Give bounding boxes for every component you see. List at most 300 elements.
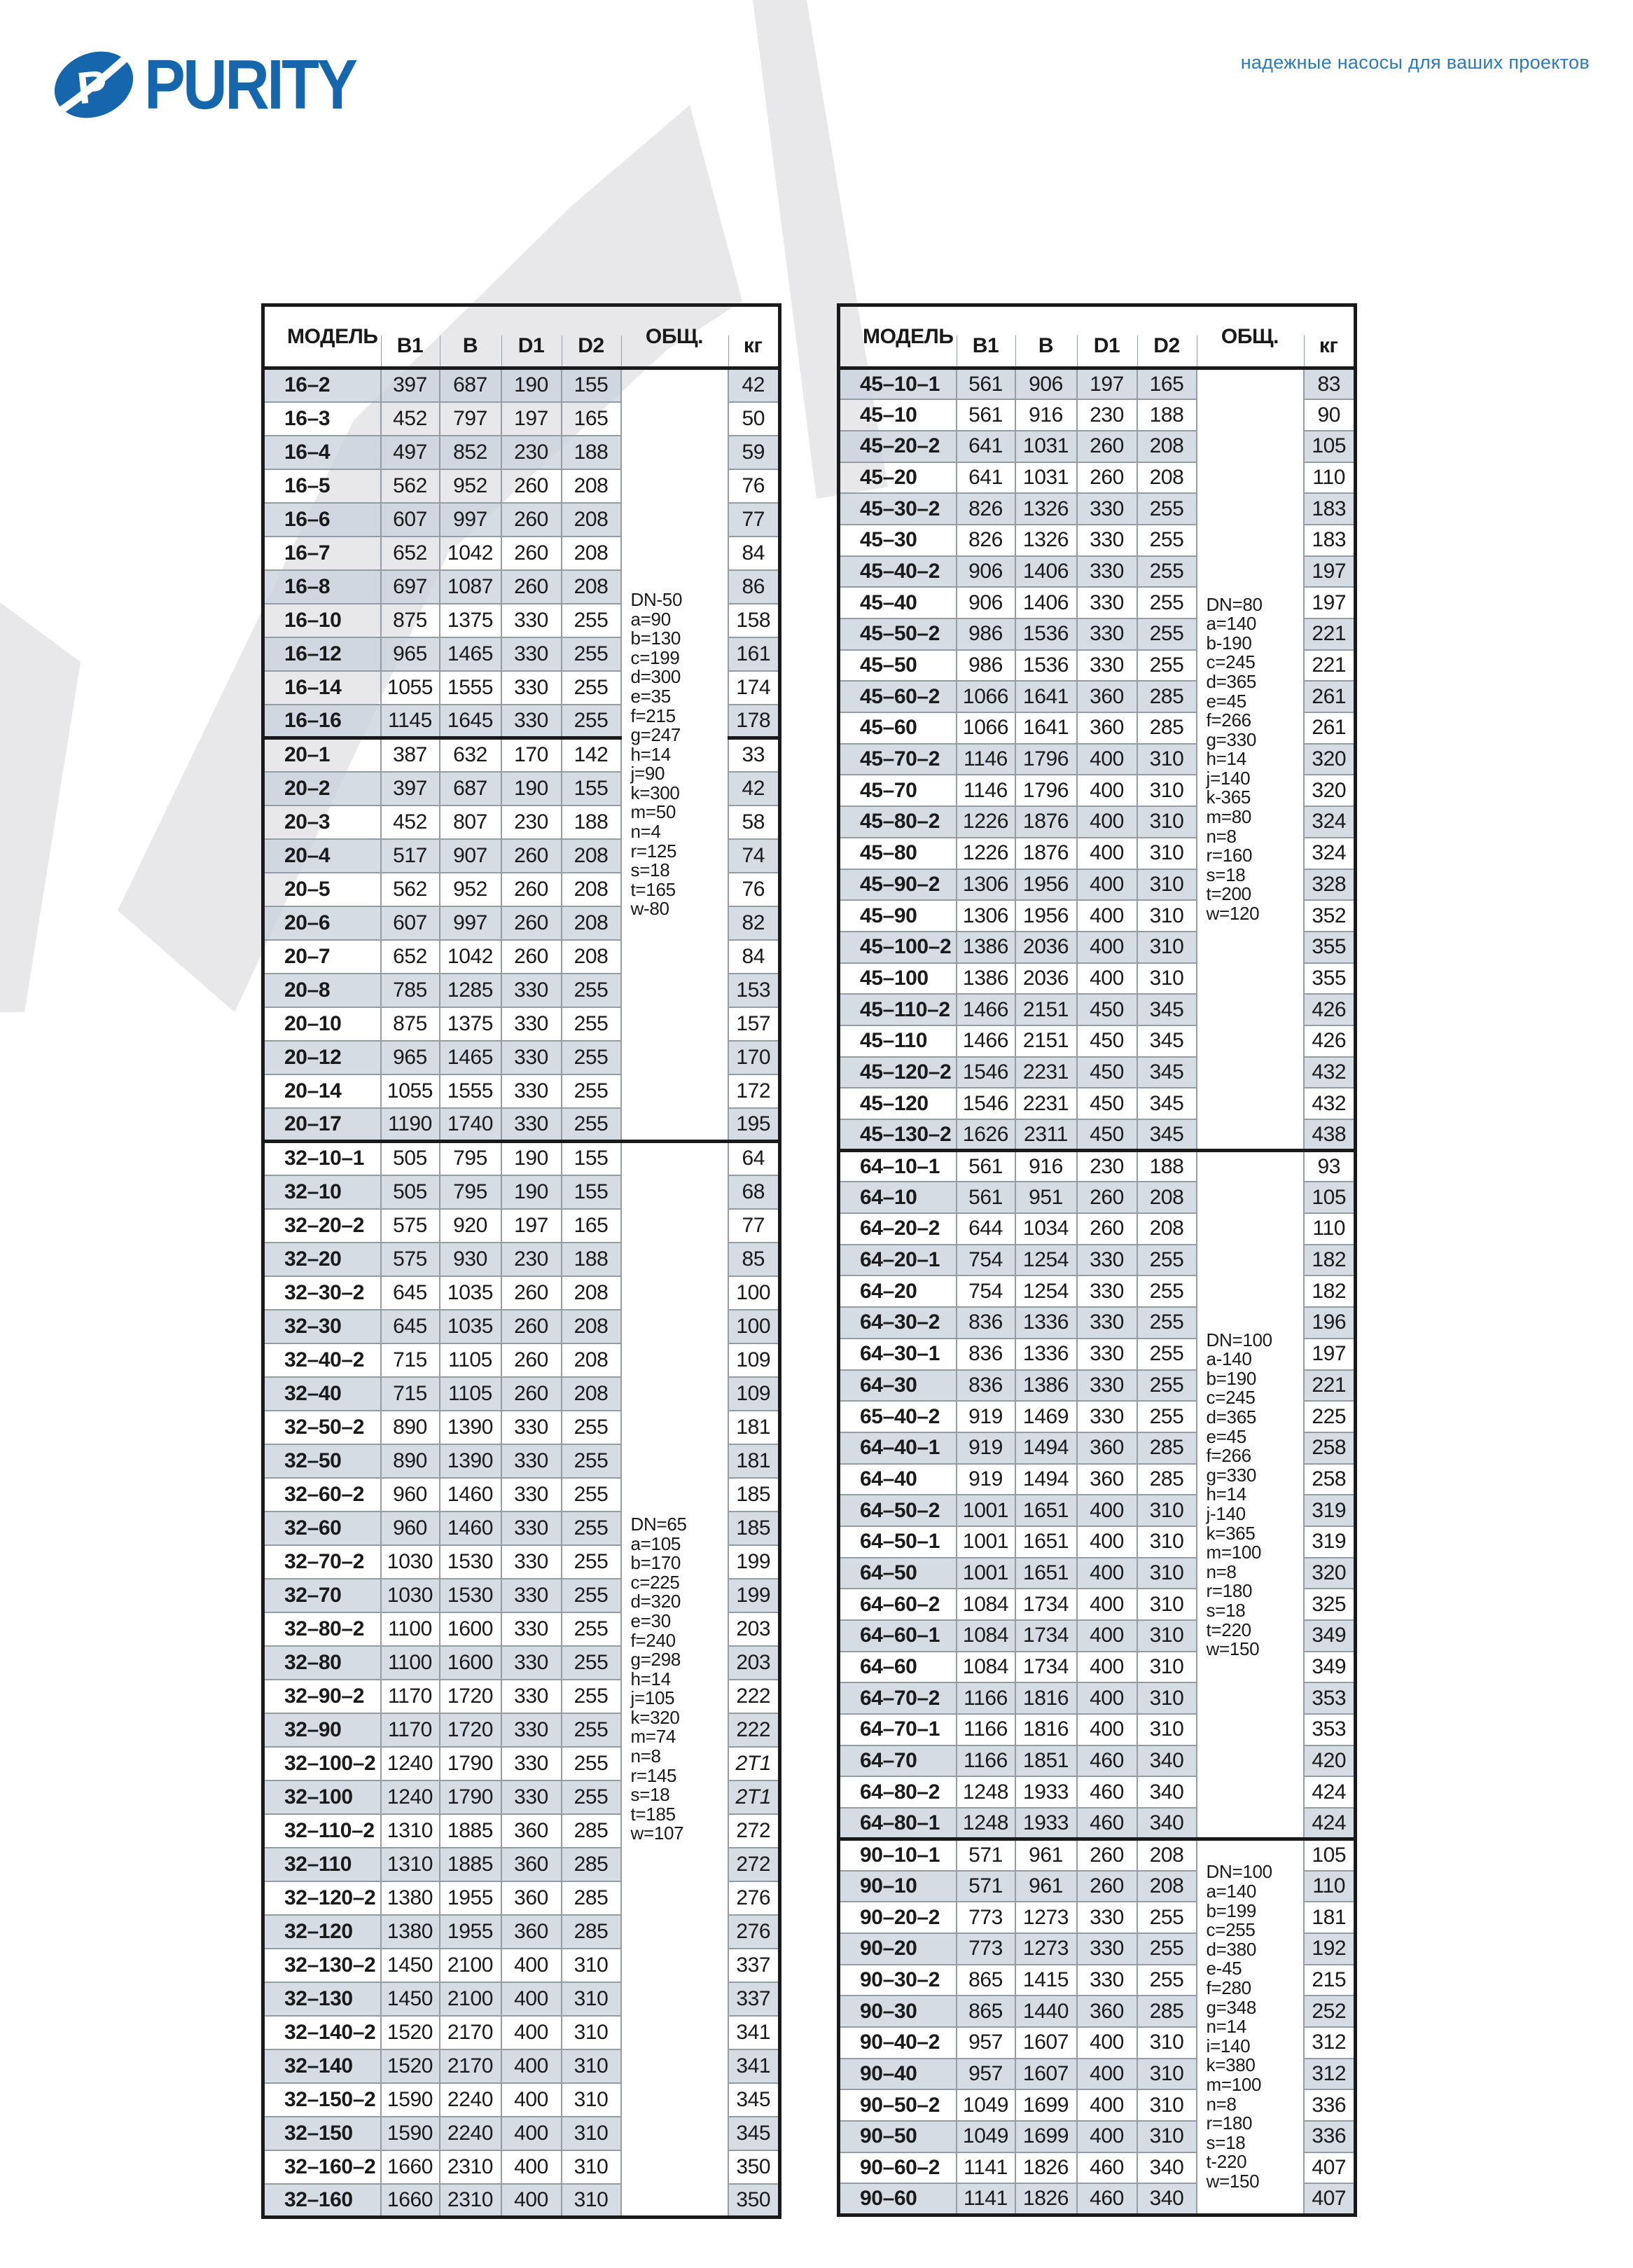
kg-cell: 110 xyxy=(1304,1871,1356,1902)
dim-cell: 1600 xyxy=(440,1612,501,1646)
dim-cell: 310 xyxy=(1137,869,1197,901)
dim-cell: 1851 xyxy=(1015,1745,1077,1777)
kg-cell: 199 xyxy=(728,1579,780,1612)
model-cell: 16–10 xyxy=(263,604,381,637)
dim-cell: 1494 xyxy=(1015,1432,1077,1464)
dim-cell: 260 xyxy=(501,1377,562,1411)
kg-cell: 174 xyxy=(728,671,780,705)
model-cell: 32–150 xyxy=(263,2117,381,2150)
kg-cell: 272 xyxy=(728,1814,780,1848)
dim-cell: 1796 xyxy=(1015,744,1077,775)
dim-cell: 1734 xyxy=(1015,1620,1077,1652)
dim-cell: 400 xyxy=(1077,2027,1137,2059)
dim-cell: 645 xyxy=(381,1310,440,1343)
dim-cell: 1066 xyxy=(957,681,1015,712)
dim-cell: 1248 xyxy=(957,1776,1015,1808)
kg-cell: 221 xyxy=(1304,650,1356,682)
dim-cell: 230 xyxy=(501,436,562,469)
dim-cell: 561 xyxy=(957,1151,1015,1182)
dim-cell: 208 xyxy=(562,570,621,604)
dim-cell: 1590 xyxy=(381,2117,440,2150)
dim-cell: 1141 xyxy=(957,2152,1015,2184)
dim-cell: 310 xyxy=(1137,1558,1197,1589)
kg-cell: 324 xyxy=(1304,838,1356,869)
dim-cell: 255 xyxy=(562,1444,621,1478)
dim-cell: 208 xyxy=(562,1310,621,1343)
dim-cell: 1460 xyxy=(440,1512,501,1545)
dim-cell: 450 xyxy=(1077,1025,1137,1057)
dim-cell: 960 xyxy=(381,1512,440,1545)
dim-cell: 2170 xyxy=(440,2049,501,2083)
dim-cell: 255 xyxy=(1137,1401,1197,1432)
dim-cell: 330 xyxy=(501,671,562,705)
dim-cell: 450 xyxy=(1077,1088,1137,1119)
dim-cell: 330 xyxy=(501,705,562,738)
dim-cell: 330 xyxy=(1077,1965,1137,1996)
model-cell: 32–110 xyxy=(263,1848,381,1881)
dim-cell: 230 xyxy=(501,1243,562,1276)
dim-cell: 1146 xyxy=(957,744,1015,775)
dim-cell: 2231 xyxy=(1015,1088,1077,1119)
dim-cell: 255 xyxy=(562,1074,621,1108)
dim-cell: 397 xyxy=(381,368,440,402)
dim-cell: 1607 xyxy=(1015,2059,1077,2090)
dim-cell: 400 xyxy=(1077,963,1137,995)
kg-cell: 258 xyxy=(1304,1464,1356,1495)
dim-cell: 452 xyxy=(381,805,440,839)
dim-cell: 1816 xyxy=(1015,1682,1077,1714)
model-cell: 64–60 xyxy=(839,1652,957,1683)
dim-cell: 1375 xyxy=(440,604,501,637)
dim-cell: 360 xyxy=(501,1915,562,1949)
dim-cell: 310 xyxy=(562,2150,621,2184)
model-cell: 20–7 xyxy=(263,940,381,974)
dim-cell: 1170 xyxy=(381,1713,440,1747)
model-cell: 20–8 xyxy=(263,974,381,1007)
kg-cell: 276 xyxy=(728,1915,780,1949)
dim-cell: 330 xyxy=(1077,493,1137,525)
dim-cell: 400 xyxy=(501,2117,562,2150)
kg-cell: 195 xyxy=(728,1108,780,1142)
dims-note-cell: DN=65 a=105 b=170 c=225 d=320 e=30 f=240 g=298 h=14 j=105 k=320 m=74 n=8 r=145 s=18 t=185 w=107 xyxy=(621,1142,728,2218)
dim-cell: 400 xyxy=(1077,932,1137,963)
kg-cell: 2T1 xyxy=(728,1780,780,1814)
kg-cell: 252 xyxy=(1304,1996,1356,2027)
dim-cell: 197 xyxy=(1077,368,1137,400)
dim-cell: 230 xyxy=(1077,1151,1137,1182)
dim-cell: 330 xyxy=(1077,1307,1137,1339)
dim-cell: 1660 xyxy=(381,2150,440,2184)
model-cell: 64–10 xyxy=(839,1182,957,1213)
dim-cell: 1190 xyxy=(381,1108,440,1142)
dim-cell: 1100 xyxy=(381,1612,440,1646)
dim-cell: 260 xyxy=(501,1276,562,1310)
model-cell: 45–10–1 xyxy=(839,368,957,400)
model-cell: 90–50 xyxy=(839,2121,957,2152)
model-cell: 32–160 xyxy=(263,2184,381,2218)
dim-cell: 1001 xyxy=(957,1495,1015,1526)
col-header-d2: D2 xyxy=(562,305,621,368)
dim-cell: 165 xyxy=(562,1209,621,1243)
kg-cell: 426 xyxy=(1304,1025,1356,1057)
dim-cell: 340 xyxy=(1137,1745,1197,1777)
kg-cell: 86 xyxy=(728,570,780,604)
dim-cell: 1310 xyxy=(381,1814,440,1848)
kg-cell: 222 xyxy=(728,1713,780,1747)
dim-cell: 1740 xyxy=(440,1108,501,1142)
kg-cell: 90 xyxy=(1304,399,1356,431)
dim-cell: 1084 xyxy=(957,1620,1015,1652)
dim-cell: 255 xyxy=(562,1108,621,1142)
model-cell: 32–100 xyxy=(263,1780,381,1814)
model-cell: 64–80–2 xyxy=(839,1776,957,1808)
model-cell: 90–40 xyxy=(839,2059,957,2090)
dim-cell: 1386 xyxy=(957,932,1015,963)
dim-cell: 310 xyxy=(1137,963,1197,995)
kg-cell: 76 xyxy=(728,873,780,906)
dim-cell: 965 xyxy=(381,637,440,671)
kg-cell: 225 xyxy=(1304,1401,1356,1432)
dim-cell: 230 xyxy=(1077,399,1137,431)
dim-cell: 260 xyxy=(501,906,562,940)
kg-cell: 272 xyxy=(728,1848,780,1881)
dim-cell: 208 xyxy=(1137,1213,1197,1245)
model-cell: 32–50–2 xyxy=(263,1411,381,1444)
dim-cell: 1555 xyxy=(440,1074,501,1108)
model-cell: 45–110–2 xyxy=(839,994,957,1025)
dim-cell: 1336 xyxy=(1015,1339,1077,1370)
kg-cell: 42 xyxy=(728,772,780,805)
dim-cell: 1796 xyxy=(1015,775,1077,806)
dim-cell: 607 xyxy=(381,906,440,940)
kg-cell: 181 xyxy=(728,1444,780,1478)
dim-cell: 1326 xyxy=(1015,493,1077,525)
model-cell: 64–70 xyxy=(839,1745,957,1777)
dim-cell: 1885 xyxy=(440,1814,501,1848)
dim-cell: 561 xyxy=(957,399,1015,431)
dim-cell: 310 xyxy=(1137,1526,1197,1558)
kg-cell: 192 xyxy=(1304,1933,1356,1965)
kg-cell: 353 xyxy=(1304,1682,1356,1714)
dim-cell: 1651 xyxy=(1015,1526,1077,1558)
dim-cell: 826 xyxy=(957,525,1015,556)
dim-cell: 255 xyxy=(1137,1307,1197,1339)
dim-cell: 208 xyxy=(1137,1871,1197,1902)
kg-cell: 64 xyxy=(728,1142,780,1175)
kg-cell: 183 xyxy=(1304,493,1356,525)
dim-cell: 1956 xyxy=(1015,869,1077,901)
dim-cell: 1030 xyxy=(381,1579,440,1612)
dim-cell: 785 xyxy=(381,974,440,1007)
model-cell: 90–60 xyxy=(839,2183,957,2215)
dim-cell: 400 xyxy=(1077,900,1137,932)
dim-cell: 310 xyxy=(1137,2027,1197,2059)
dim-cell: 400 xyxy=(1077,1620,1137,1652)
model-cell: 20–10 xyxy=(263,1007,381,1041)
dim-cell: 1084 xyxy=(957,1589,1015,1620)
model-cell: 64–30 xyxy=(839,1370,957,1402)
kg-cell: 203 xyxy=(728,1646,780,1680)
dim-cell: 400 xyxy=(1077,2059,1137,2090)
purity-logo-icon xyxy=(49,46,141,123)
kg-cell: 170 xyxy=(728,1041,780,1074)
dim-cell: 1031 xyxy=(1015,462,1077,494)
dim-cell: 1460 xyxy=(440,1478,501,1512)
dim-cell: 1469 xyxy=(1015,1401,1077,1432)
dims-note-cell: DN-50 a=90 b=130 c=199 d=300 e=35 f=215 g=247 h=14 j=90 k=300 m=50 n=4 r=125 s=18 t=165 w-80 xyxy=(621,368,728,1142)
dim-cell: 1100 xyxy=(381,1646,440,1680)
model-cell: 32–60 xyxy=(263,1512,381,1545)
kg-cell: 76 xyxy=(728,469,780,503)
kg-cell: 82 xyxy=(728,906,780,940)
kg-cell: 276 xyxy=(728,1881,780,1915)
dim-cell: 754 xyxy=(957,1275,1015,1307)
dim-cell: 330 xyxy=(1077,650,1137,682)
kg-cell: 153 xyxy=(728,974,780,1007)
model-cell: 64–30–2 xyxy=(839,1307,957,1339)
model-cell: 45–100 xyxy=(839,963,957,995)
dim-cell: 330 xyxy=(501,974,562,1007)
model-cell: 32–30–2 xyxy=(263,1276,381,1310)
dim-cell: 360 xyxy=(1077,1996,1137,2027)
dim-cell: 986 xyxy=(957,618,1015,650)
dim-cell: 836 xyxy=(957,1339,1015,1370)
dim-cell: 142 xyxy=(562,738,621,772)
dim-cell: 188 xyxy=(1137,399,1197,431)
dim-cell: 919 xyxy=(957,1464,1015,1495)
dim-cell: 330 xyxy=(1077,556,1137,588)
kg-cell: 42 xyxy=(728,368,780,402)
dim-cell: 190 xyxy=(501,772,562,805)
kg-cell: 158 xyxy=(728,604,780,637)
kg-cell: 199 xyxy=(728,1545,780,1579)
dim-cell: 641 xyxy=(957,462,1015,494)
dim-cell: 255 xyxy=(562,1545,621,1579)
dim-cell: 208 xyxy=(562,1343,621,1377)
kg-cell: 183 xyxy=(1304,525,1356,556)
kg-cell: 355 xyxy=(1304,932,1356,963)
kg-cell: 320 xyxy=(1304,744,1356,775)
dim-cell: 400 xyxy=(1077,806,1137,838)
kg-cell: 336 xyxy=(1304,2089,1356,2121)
dim-cell: 188 xyxy=(562,436,621,469)
dim-cell: 340 xyxy=(1137,2152,1197,2184)
dim-cell: 906 xyxy=(1015,368,1077,400)
dim-cell: 957 xyxy=(957,2027,1015,2059)
kg-cell: 312 xyxy=(1304,2059,1356,2090)
dim-cell: 285 xyxy=(1137,712,1197,744)
dim-cell: 340 xyxy=(1137,1776,1197,1808)
model-cell: 32–60–2 xyxy=(263,1478,381,1512)
model-cell: 45–20–2 xyxy=(839,431,957,462)
dim-cell: 155 xyxy=(562,1142,621,1175)
dim-cell: 1530 xyxy=(440,1545,501,1579)
dim-cell: 400 xyxy=(1077,1558,1137,1589)
dim-cell: 255 xyxy=(1137,1370,1197,1402)
model-cell: 45–60–2 xyxy=(839,681,957,712)
dim-cell: 330 xyxy=(501,1646,562,1680)
dim-cell: 1306 xyxy=(957,869,1015,901)
dim-cell: 916 xyxy=(1015,1151,1077,1182)
kg-cell: 84 xyxy=(728,537,780,570)
dim-cell: 1520 xyxy=(381,2016,440,2049)
brand-logo xyxy=(49,46,384,123)
dim-cell: 1645 xyxy=(440,705,501,738)
dim-cell: 208 xyxy=(1137,462,1197,494)
kg-cell: 77 xyxy=(728,1209,780,1243)
kg-cell: 83 xyxy=(1304,368,1356,400)
dim-cell: 1386 xyxy=(957,963,1015,995)
dim-cell: 400 xyxy=(501,1982,562,2016)
dim-cell: 1087 xyxy=(440,570,501,604)
dim-cell: 330 xyxy=(1077,1933,1137,1965)
col-header-b1: B1 xyxy=(381,305,440,368)
dim-cell: 330 xyxy=(501,604,562,637)
dim-cell: 2100 xyxy=(440,1949,501,1982)
dim-cell: 260 xyxy=(1077,462,1137,494)
dim-cell: 697 xyxy=(381,570,440,604)
dim-cell: 188 xyxy=(562,1243,621,1276)
dims-note-cell: DN=80 a=140 b-190 c=245 d=365 e=45 f=266 g=330 h=14 j=140 k-365 m=80 n=8 r=160 s=18 t=200 w=120 xyxy=(1197,368,1304,1151)
model-cell: 32–120–2 xyxy=(263,1881,381,1915)
kg-cell: 424 xyxy=(1304,1808,1356,1839)
kg-cell: 50 xyxy=(728,402,780,436)
dim-cell: 260 xyxy=(501,1343,562,1377)
dim-cell: 1386 xyxy=(1015,1370,1077,1402)
kg-cell: 345 xyxy=(728,2083,780,2117)
kg-cell: 432 xyxy=(1304,1088,1356,1119)
model-cell: 32–90 xyxy=(263,1713,381,1747)
dim-cell: 188 xyxy=(562,805,621,839)
dim-cell: 1607 xyxy=(1015,2027,1077,2059)
dim-cell: 1826 xyxy=(1015,2183,1077,2215)
dimensions-table-right xyxy=(837,303,1357,2217)
dim-cell: 330 xyxy=(501,1041,562,1074)
model-cell: 45–70–2 xyxy=(839,744,957,775)
dim-cell: 330 xyxy=(501,1747,562,1780)
dim-cell: 285 xyxy=(1137,1464,1197,1495)
dim-cell: 1105 xyxy=(440,1343,501,1377)
dim-cell: 360 xyxy=(501,1881,562,1915)
dim-cell: 285 xyxy=(562,1915,621,1949)
model-cell: 20–5 xyxy=(263,873,381,906)
dim-cell: 1375 xyxy=(440,1007,501,1041)
kg-cell: 178 xyxy=(728,705,780,738)
dim-cell: 330 xyxy=(1077,587,1137,618)
dim-cell: 330 xyxy=(501,1108,562,1142)
dim-cell: 1720 xyxy=(440,1680,501,1713)
dim-cell: 330 xyxy=(1077,1339,1137,1370)
dim-cell: 208 xyxy=(562,873,621,906)
kg-cell: 222 xyxy=(728,1680,780,1713)
dim-cell: 2231 xyxy=(1015,1057,1077,1088)
kg-cell: 261 xyxy=(1304,712,1356,744)
dim-cell: 197 xyxy=(501,402,562,436)
model-cell: 45–90–2 xyxy=(839,869,957,901)
model-cell: 45–110 xyxy=(839,1025,957,1057)
dim-cell: 165 xyxy=(562,402,621,436)
dim-cell: 460 xyxy=(1077,1808,1137,1839)
dim-cell: 310 xyxy=(562,1949,621,1982)
dim-cell: 1254 xyxy=(1015,1245,1077,1276)
model-cell: 64–50–2 xyxy=(839,1495,957,1526)
dim-cell: 400 xyxy=(1077,1526,1137,1558)
kg-cell: 181 xyxy=(1304,1902,1356,1933)
model-cell: 32–160–2 xyxy=(263,2150,381,2184)
dim-cell: 1651 xyxy=(1015,1558,1077,1589)
kg-cell: 336 xyxy=(1304,2121,1356,2152)
dim-cell: 330 xyxy=(1077,1245,1137,1276)
model-cell: 32–130 xyxy=(263,1982,381,2016)
dim-cell: 1001 xyxy=(957,1558,1015,1589)
dim-cell: 906 xyxy=(957,556,1015,588)
dim-cell: 165 xyxy=(1137,368,1197,400)
model-cell: 16–2 xyxy=(263,368,381,402)
dim-cell: 1466 xyxy=(957,994,1015,1025)
model-cell: 20–14 xyxy=(263,1074,381,1108)
dim-cell: 2100 xyxy=(440,1982,501,2016)
dim-cell: 916 xyxy=(1015,399,1077,431)
dim-cell: 255 xyxy=(562,1646,621,1680)
dim-cell: 400 xyxy=(1077,838,1137,869)
dim-cell: 852 xyxy=(440,436,501,469)
kg-cell: 426 xyxy=(1304,994,1356,1025)
dim-cell: 1390 xyxy=(440,1411,501,1444)
dim-cell: 1651 xyxy=(1015,1495,1077,1526)
model-cell: 20–4 xyxy=(263,839,381,873)
model-cell: 16–5 xyxy=(263,469,381,503)
dim-cell: 1084 xyxy=(957,1652,1015,1683)
col-header-dims: ОБЩ. xyxy=(621,305,728,368)
dim-cell: 1955 xyxy=(440,1915,501,1949)
dim-cell: 836 xyxy=(957,1307,1015,1339)
kg-cell: 85 xyxy=(728,1243,780,1276)
dim-cell: 1641 xyxy=(1015,681,1077,712)
kg-cell: 110 xyxy=(1304,1213,1356,1245)
model-cell: 45–130–2 xyxy=(839,1119,957,1151)
model-cell: 32–70–2 xyxy=(263,1545,381,1579)
dim-cell: 1546 xyxy=(957,1088,1015,1119)
model-cell: 20–6 xyxy=(263,906,381,940)
dim-cell: 260 xyxy=(501,503,562,537)
dim-cell: 310 xyxy=(1137,932,1197,963)
dim-cell: 310 xyxy=(1137,2059,1197,2090)
dim-cell: 260 xyxy=(1077,1213,1137,1245)
dim-cell: 255 xyxy=(562,1007,621,1041)
model-cell: 90–20–2 xyxy=(839,1902,957,1933)
kg-cell: 258 xyxy=(1304,1432,1356,1464)
col-header-d1: D1 xyxy=(501,305,562,368)
dim-cell: 1273 xyxy=(1015,1933,1077,1965)
dim-cell: 255 xyxy=(562,1512,621,1545)
model-cell: 32–80–2 xyxy=(263,1612,381,1646)
dim-cell: 2151 xyxy=(1015,994,1077,1025)
dim-cell: 310 xyxy=(562,2184,621,2218)
kg-cell: 58 xyxy=(728,805,780,839)
model-cell: 64–20 xyxy=(839,1275,957,1307)
dim-cell: 1166 xyxy=(957,1714,1015,1745)
dim-cell: 345 xyxy=(1137,1025,1197,1057)
dim-cell: 255 xyxy=(1137,493,1197,525)
kg-cell: 320 xyxy=(1304,1558,1356,1589)
kg-cell: 109 xyxy=(728,1343,780,1377)
model-cell: 64–70–2 xyxy=(839,1682,957,1714)
dim-cell: 951 xyxy=(1015,1182,1077,1213)
dim-cell: 260 xyxy=(501,940,562,974)
col-header-d2: D2 xyxy=(1137,305,1197,368)
kg-cell: 77 xyxy=(728,503,780,537)
dim-cell: 400 xyxy=(501,2150,562,2184)
